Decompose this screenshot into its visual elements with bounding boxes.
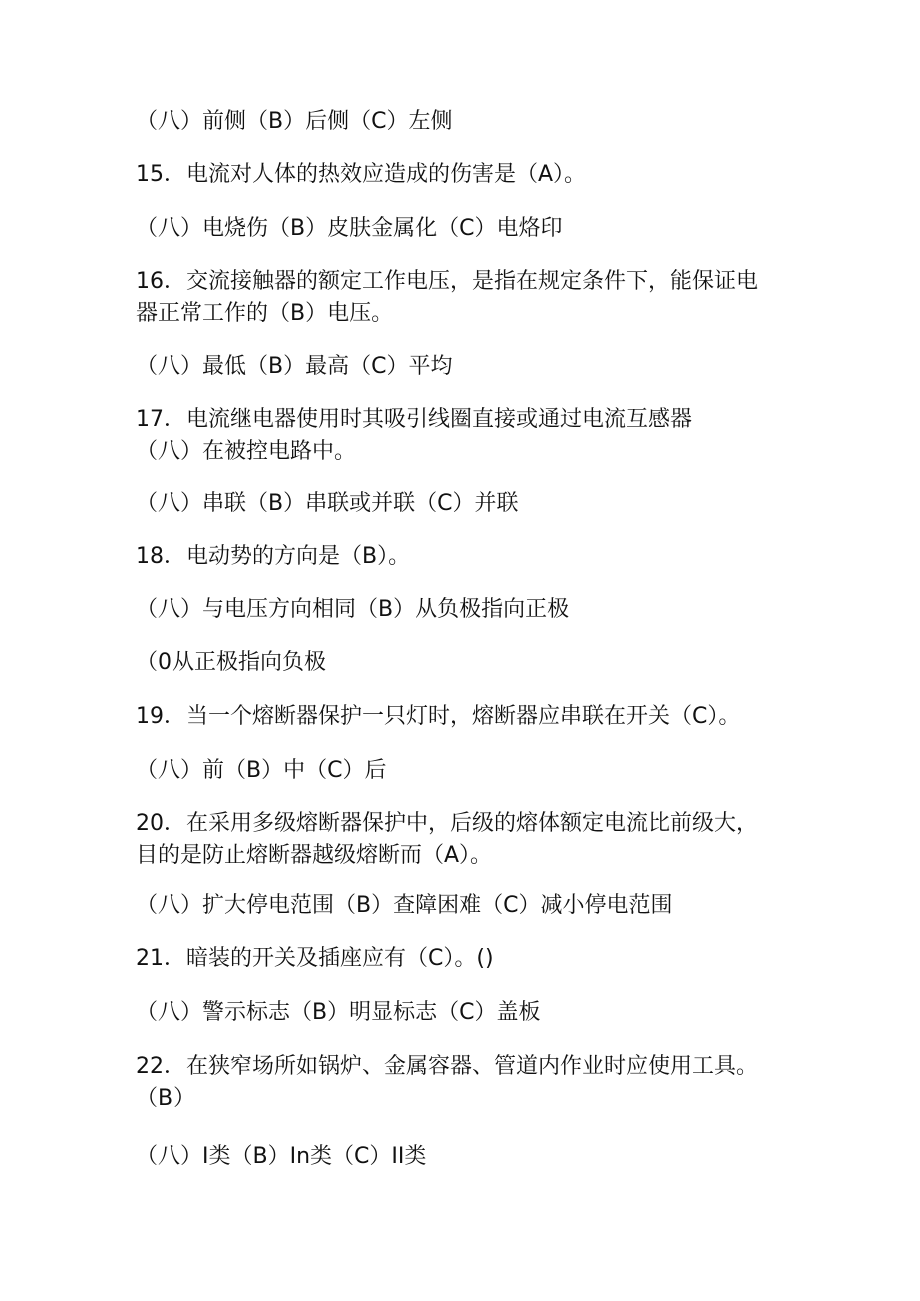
option-line-19: （八）前（B）中（C）后 xyxy=(136,758,387,783)
question-18: 18．电动势的方向是（B）。 xyxy=(136,544,411,569)
question-22-line-1: 22．在狭窄场所如锅炉、金属容器、管道内作业时应使用工具。 xyxy=(136,1054,758,1079)
option-line-16: （八）最低（B）最高（C）平均 xyxy=(136,354,453,379)
question-16-line-2: 器正常工作的（B）电压。 xyxy=(136,301,394,326)
question-15: 15．电流对人体的热效应造成的伤害是（A）。 xyxy=(136,162,587,187)
option-line-22: （八）I类（B）In类（C）II类 xyxy=(136,1144,427,1169)
question-17-line-1: 17．电流继电器使用时其吸引线圈直接或通过电流互感器 xyxy=(136,407,692,432)
question-22-line-2: （B） xyxy=(136,1086,196,1111)
option-line-20: （八）扩大停电范围（B）查障困难（C）减小停电范围 xyxy=(136,893,673,918)
option-line-18b: （0从正极指向负极 xyxy=(136,650,326,675)
option-line-17: （八）串联（B）串联或并联（C）并联 xyxy=(136,491,519,516)
question-16-line-1: 16．交流接触器的额定工作电压，是指在规定条件下，能保证电 xyxy=(136,269,758,294)
question-17-line-2: （八）在被控电路中。 xyxy=(136,439,357,464)
question-19: 19．当一个熔断器保护一只灯时，熔断器应串联在开关（C）。 xyxy=(136,704,741,729)
option-line-14: （八）前侧（B）后侧（C）左侧 xyxy=(136,109,453,134)
question-20-line-2: 目的是防止熔断器越级熔断而（A）。 xyxy=(136,843,493,868)
option-line-18a: （八）与电压方向相同（B）从负极指向正极 xyxy=(136,597,570,622)
question-20-line-1: 20．在采用多级熔断器保护中，后级的熔体额定电流比前级大， xyxy=(136,811,758,836)
option-line-15: （八）电烧伤（B）皮肤金属化（C）电烙印 xyxy=(136,216,563,241)
option-line-21: （八）警示标志（B）明显标志（C）盖板 xyxy=(136,1000,541,1025)
question-21: 21．暗装的开关及插座应有（C）。() xyxy=(136,946,494,971)
